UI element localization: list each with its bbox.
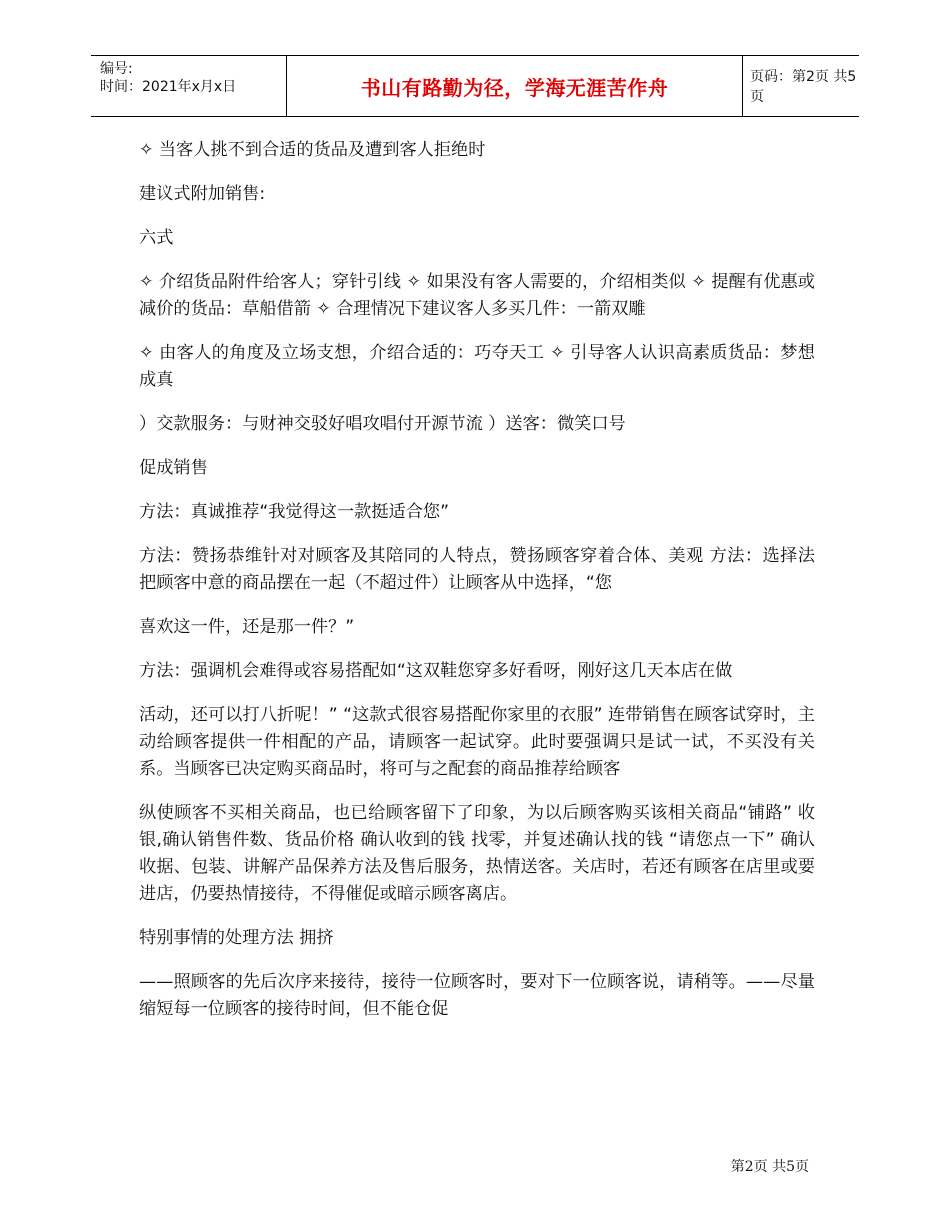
paragraph: 六式 [139,228,174,248]
paragraph: 喜欢这一件，还是那一件？” [139,617,355,637]
paragraph: 方法：强调机会难得或容易搭配如“这双鞋您穿多好看呀，刚好这几天本店在做 [139,661,733,681]
header-slogan-cell [286,56,743,116]
paragraph: 纵使顾客不买相关商品，也已给顾客留下了印象，为以后顾客购买该相关商品“铺路” 收银,确认销售件数、货品价格 确认收到的钱 找零，并复述确认找的钱 “请您点一下” 确认收据、包装、讲解产品保养方法及售后服务，热情送客。关店时，若还有顾客在店里或要进店，仍要热情接待，不得催促或暗示顾客离店。 [139,803,815,904]
paragraph: ✧ 当客人挑不到合适的货品及遭到客人拒绝时 [139,140,486,160]
paragraph: 活动，还可以打八折呢！” “这款式很容易搭配你家里的衣服” 连带销售在顾客试穿时，主动给顾客提供一件相配的产品，请顾客一起试穿。此时要强调只是试一试，不买没有关系。当顾客已决定购买商品时，将可与之配套的商品推荐给顾客 [139,705,815,779]
page-footer [731,1156,809,1176]
document-header [91,55,859,117]
code-label: 编号: [100,61,133,77]
header-page-cell [742,56,867,116]
section-heading: 促成销售 [139,458,208,478]
paragraph: ✧ 介绍货品附件给客人；穿针引线 ✧ 如果没有客人需要的，介绍相类似 ✧ 提醒有优惠或减价的货品：草船借箭 ✧ 合理情况下建议客人多买几件：一箭双雕 [139,272,815,319]
section-heading: 特别事情的处理方法 拥挤 [139,928,334,948]
paragraph: 建议式附加销售: [139,184,266,204]
paragraph: ——照顾客的先后次序来接待，接待一位顾客时，要对下一位顾客说，请稍等。——尽量缩短每一位顾客的接待时间，但不能仓促 [139,972,815,1019]
time-label: 时间：2021年x月x日 [100,79,237,95]
paragraph: 方法：赞扬恭维针对对顾客及其陪同的人特点，赞扬顾客穿着合体、美观 方法：选择法 把顾客中意的商品摆在一起（不超过件）让顾客从中选择，“您 [139,546,815,593]
footer-page-info: 第2页 共5页 [730,1159,809,1175]
document-body [139,137,815,1040]
paragraph: ✧ 由客人的角度及立场支想，介绍合适的：巧夺天工 ✧ 引导客人认识高素质货品：梦想成真 [139,343,815,390]
paragraph: ）交款服务：与财神交驳好唱攻唱付开源节流 ）送客：微笑口号 [139,414,626,434]
header-meta-cell [91,56,286,116]
header-slogan: 书山有路勤为径，学海无涯苦作舟 [360,75,669,100]
paragraph: 方法：真诚推荐“我觉得这一款挺适合您” [139,502,449,522]
header-page-info: 页码：第2页 共5页 [750,69,857,105]
